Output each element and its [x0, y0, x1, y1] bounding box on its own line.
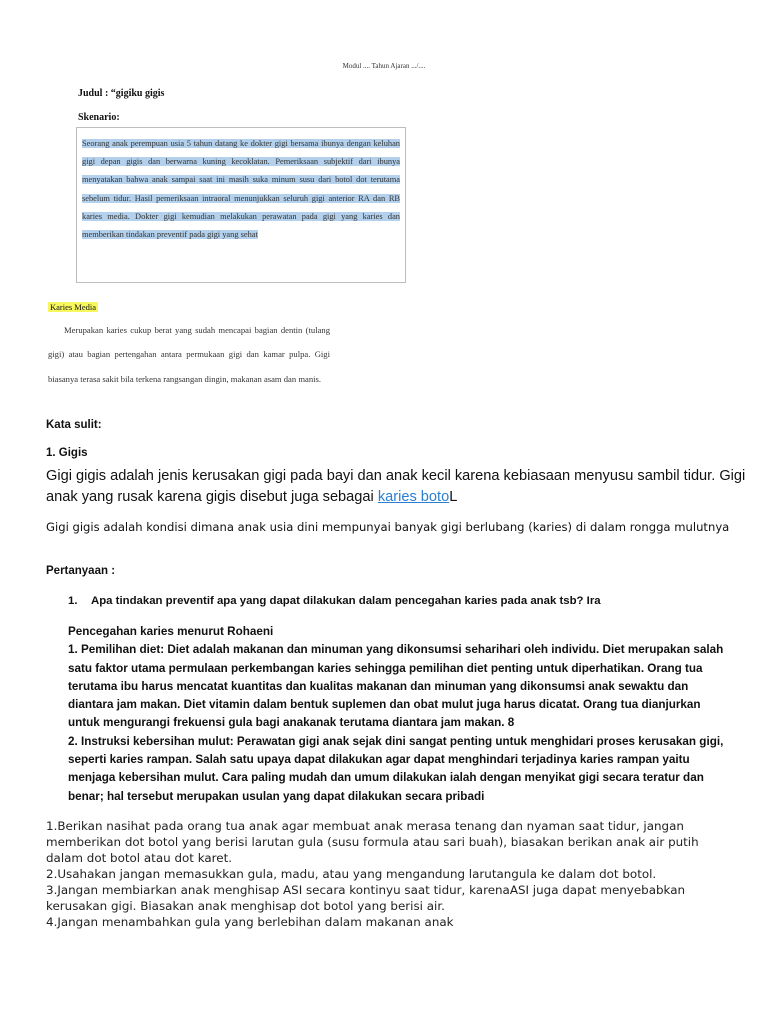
karies-media-definition-text: Merupakan karies cukup berat yang sudah mencapai bagian dentin (tulang gigi) atau bagian pertengahan antara permukaan gigi dan kamar pulpa. Gigi biasanya terasa sakit bila terkena rangsangan dingin, makanan asam dan manis. [48, 325, 330, 384]
gigis-description-1-text: Gigi gigis adalah jenis kerusakan gigi pada bayi dan anak kecil karena kebiasaan menyusu sambil tidur. Gigi anak yang rusak karena gigis disebut juga sebagai [46, 468, 746, 505]
scenario-paragraph [82, 135, 400, 244]
karies-botol-link[interactable]: karies boto [377, 489, 450, 505]
gigis-heading: 1. Gigis [46, 447, 88, 459]
prevention-section [68, 623, 728, 806]
question-1-number: 1. [68, 595, 78, 607]
tip-item: 2.Usahakan jangan memasukkan gula, madu, atau yang mengandung larutangula ke dalam dot botol. [46, 867, 657, 881]
pertanyaan-heading: Pertanyaan : [46, 565, 116, 577]
kata-sulit-heading: Kata sulit: [46, 419, 102, 431]
module-header: Modul .... Tahun Ajaran .../.... [342, 62, 426, 70]
prevention-item-2: 2. Instruksi kebersihan mulut: Perawatan gigi anak sejak dini sangat penting untuk menghidari proses kerusakan gigi, seperti karies rampan. Salah satu upaya dapat dilakukan agar dapat menghindari terjadinya karies rampan yaitu menjaga kebersihan mulut. Cara paling mudah dan umum dilakukan ialah dengan menyikat gigi secara teratur dan benar; hal tersebut merupakan usulan yang dapat dilakukan secara pribadi [68, 734, 724, 803]
tip-item: 3.Jangan membiarkan anak menghisap ASI secara kontinyu saat tidur, karenaASI juga dapat menyebabkan kerusakan gigi. Biasakan anak menghisap dot botol yang berisi air. [46, 883, 686, 913]
tip-item: 1.Berikan nasihat pada orang tua anak agar membuat anak merasa tenang dan nyaman saat tidur, jangan memberikan dot botol yang berisi larutan gula (susu formula atau sari buah), biasakan berikan anak air putih dalam dot botol atau dot karet. [46, 819, 699, 865]
skenario-label: Skenario: [78, 112, 120, 123]
tips-list [46, 818, 736, 930]
gigis-description-2: Gigi gigis adalah kondisi dimana anak usia dini mempunyai banyak gigi berlubang (karies) di dalam rongga mulutnya [46, 520, 730, 534]
question-1 [68, 595, 601, 607]
judul-title: Judul : “gigiku gigis [78, 88, 165, 99]
question-1-text: Apa tindakan preventif apa yang dapat dilakukan dalam pencegahan karies pada anak tsb? Ira [91, 595, 601, 607]
karies-media-definition [48, 318, 330, 391]
prevention-item-1: 1. Pemilihan diet: Diet adalah makanan dan minuman yang dikonsumsi seharihari oleh individu. Diet merupakan salah satu faktor utama permulaan perkembangan karies sehingga pemilihan diet penting untuk diperhatikan. Orang tua terutama ibu harus mencatat kuantitas dan kualitas makanan dan minuman yang dikonsumsi anak sewaktu dan diantara jam makan. Diet vitamin dalam bentuk suplemen dan obat mulut juga harus dicatat. Orang tua dianjurkan untuk mengurangi frekuensi gula bagi anakanak terutama diantara jam makan. 8 [68, 643, 724, 730]
prevention-title: Pencegahan karies menurut Rohaeni [68, 625, 274, 638]
scenario-box [76, 127, 406, 283]
karies-media-label: Karies Media [50, 302, 97, 312]
tip-item: 4.Jangan menambahkan gula yang berlebihan dalam makanan anak [46, 915, 454, 929]
scenario-text: Seorang anak perempuan usia 5 tahun datang ke dokter gigi bersama ibunya dengan keluhan gigi depan gigis dan berwarna kuning kecoklatan. Pemeriksaan subjektif dari ibunya menyatakan bahwa anak sampai saat ini masih suka minum susu dari botol dot terutama sebelum tidur. Hasil pemeriksaan intraoral menunjukkan seluruh gigi anterior RA dan RB karies media. Dokter gigi kemudian melakukan perawatan pada gigi yang karies dan memberikan tindakan preventif pada gigi yang sehat [82, 139, 400, 240]
gigis-description-1 [46, 466, 761, 508]
gigis-description-1-end: L [449, 489, 458, 505]
